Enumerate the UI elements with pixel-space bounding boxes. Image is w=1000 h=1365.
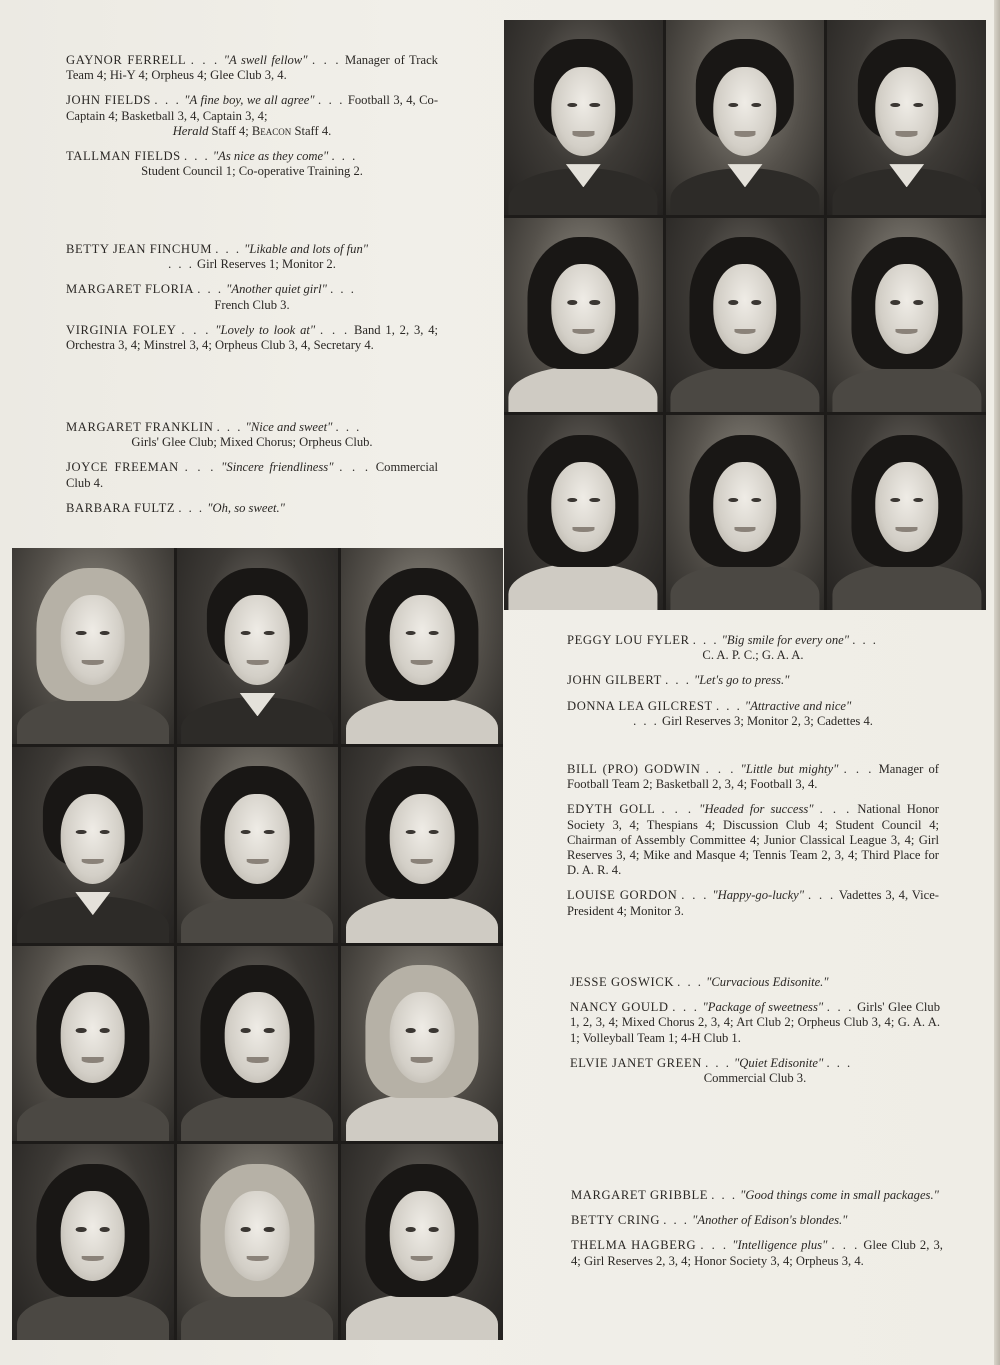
portrait-mouth [247, 859, 269, 864]
portrait-face [713, 264, 776, 354]
portrait-face [552, 67, 615, 157]
portrait-photo [827, 415, 986, 610]
entry-peggy-lou-fyler: PEGGY LOU FYLER . . . "Big smile for every one" . . . C. A. P. C.; G. A. A. [567, 633, 878, 663]
portrait-mouth [247, 1057, 269, 1062]
portrait-eye [567, 103, 577, 107]
portrait-eye [241, 631, 251, 636]
portrait-eye [567, 300, 577, 304]
entry-jesse-goswick: JESSE GOSWICK . . . "Curvacious Edisonite." [570, 975, 829, 989]
portrait-eye [429, 631, 439, 636]
portrait-clothing [832, 366, 981, 413]
portrait-clothing [346, 1293, 498, 1340]
portrait-eye [429, 830, 439, 835]
portrait-clothing [17, 1094, 169, 1141]
entries-right-4 [571, 1188, 943, 1279]
portrait-clothing [346, 697, 498, 744]
portrait-eye [913, 300, 923, 304]
portrait-eye [76, 631, 86, 636]
portrait-mouth [573, 131, 595, 136]
portrait-eye [890, 300, 900, 304]
entry-barbara-fultz: BARBARA FULTZ . . . "Oh, so sweet." [66, 500, 285, 515]
portrait-eye [99, 830, 109, 835]
portrait-photo [504, 415, 663, 610]
portrait-photo [177, 548, 339, 744]
portrait-clothing [182, 1293, 334, 1340]
portrait-face [225, 992, 290, 1082]
portrait-mouth [82, 1256, 104, 1261]
portrait-photo [341, 548, 503, 744]
entry-gaynor-ferrell: GAYNOR FERRELL . . . "A swell fellow" . . . Manager of Track Team 4; Hi-Y 4; Orpheus 4; Glee Club 3, 4. [66, 53, 438, 83]
entries-top-left [66, 53, 438, 189]
portrait-grid-bottom-left [12, 548, 503, 1340]
portrait-mouth [82, 1057, 104, 1062]
portrait-photo [12, 946, 174, 1142]
portrait-clothing [182, 1094, 334, 1141]
portrait-eye [890, 498, 900, 502]
portrait-face [390, 992, 455, 1082]
entry-john-fields-line3: Herald Staff 4; Beacon Staff 4. [172, 123, 332, 138]
entry-virginia-foley: VIRGINIA FOLEY . . . "Lovely to look at" . . . Band 1, 2, 3, 4; Orchestra 3, 4; Minstrel 3, 4; Orpheus Club 3, 4, Secretary 4. [66, 322, 439, 353]
entry-john-fields: JOHN FIELDS . . . "A fine boy, we all agree" . . . Football 3, 4, Co-Captain 4; Basketball 3, 4, Captain 3, 4; Herald Staff 4; Beacon Staff 4. [66, 93, 439, 138]
portrait-eye [99, 631, 109, 636]
portrait-mouth [734, 329, 756, 334]
portrait-eye [241, 1028, 251, 1033]
entry-betty-cring: BETTY CRING . . . "Another of Edison's blondes." [571, 1213, 848, 1228]
portrait-eye [751, 300, 761, 304]
portrait-eye [890, 103, 900, 107]
portrait-eye [241, 1227, 251, 1232]
portrait-face [225, 794, 290, 884]
portrait-eye [76, 1227, 86, 1232]
portrait-face [61, 1191, 126, 1281]
portrait-face [390, 794, 455, 884]
entry-betty-jean-finchum: BETTY JEAN FINCHUM . . . "Likable and lots of fun" . . . Girl Reserves 1; Monitor 2. [66, 242, 369, 272]
portrait-face [875, 462, 938, 552]
portrait-photo [504, 218, 663, 413]
portrait-face [552, 462, 615, 552]
portrait-eye [76, 1028, 86, 1033]
entries-right-1 [567, 633, 939, 739]
portrait-mouth [411, 1256, 433, 1261]
portrait-face [225, 595, 290, 685]
portrait-eye [241, 830, 251, 835]
portrait-face [61, 595, 126, 685]
portrait-clothing [346, 1094, 498, 1141]
portrait-mouth [411, 1057, 433, 1062]
portrait-face [875, 264, 938, 354]
portrait-face [552, 264, 615, 354]
portrait-photo [341, 946, 503, 1142]
portrait-eye [913, 498, 923, 502]
portrait-mouth [247, 1256, 269, 1261]
portrait-clothing [832, 563, 981, 610]
portrait-clothing [509, 563, 658, 610]
portrait-photo [12, 747, 174, 943]
portrait-mouth [411, 859, 433, 864]
entry-thelma-hagberg: THELMA HAGBERG . . . "Intelligence plus" . . . Glee Club 2, 3, 4; Girl Reserves 2, 3, 4; Honor Society 3, 4; Orpheus 3, 4. [571, 1238, 943, 1268]
portrait-eye [751, 498, 761, 502]
entry-john-gilbert: JOHN GILBERT . . . "Let's go to press." [567, 673, 790, 688]
portrait-eye [567, 498, 577, 502]
portrait-photo [666, 20, 825, 215]
entry-donna-lea-gilcrest: DONNA LEA GILCREST . . . "Attractive and nice" . . . Girl Reserves 3; Monitor 2, 3; Cadettes 4. [567, 698, 873, 728]
entry-margaret-gribble: MARGARET GRIBBLE . . . "Good things come in small packages." [571, 1188, 939, 1202]
portrait-eye [99, 1227, 109, 1232]
entry-elvie-janet-green: ELVIE JANET GREEN . . . "Quiet Edisonite" . . . Commercial Club 3. [570, 1055, 853, 1086]
portrait-eye [264, 830, 274, 835]
portrait-eye [264, 1028, 274, 1033]
portrait-mouth [82, 859, 104, 864]
entries-lower-left [66, 420, 438, 526]
portrait-clothing [670, 366, 819, 413]
portrait-face [875, 67, 938, 157]
entry-nancy-gould: NANCY GOULD . . . "Package of sweetness" . . . Girls' Glee Club 1, 2, 3, 4; Mixed Chorus 2, 3, 4; Art Club 2; Orpheus Club 3, 4; G. A. A. 1; Volleyball Team 1; 4-H Club 1. [570, 1000, 941, 1045]
portrait-face [390, 595, 455, 685]
portrait-mouth [734, 131, 756, 136]
portrait-eye [429, 1028, 439, 1033]
portrait-photo [177, 946, 339, 1142]
portrait-photo [666, 415, 825, 610]
portrait-photo [341, 1144, 503, 1340]
portrait-photo [827, 20, 986, 215]
portrait-face [713, 462, 776, 552]
portrait-eye [728, 103, 738, 107]
entry-joyce-freeman: JOYCE FREEMAN . . . "Sincere friendliness" . . . Commercial Club 4. [66, 460, 438, 490]
portrait-grid-top-right [504, 20, 986, 610]
portrait-eye [99, 1028, 109, 1033]
portrait-photo [827, 218, 986, 413]
portrait-face [225, 1191, 290, 1281]
portrait-face [390, 1191, 455, 1281]
portrait-photo [341, 747, 503, 943]
portrait-eye [751, 103, 761, 107]
portrait-mouth [573, 329, 595, 334]
entries-right-2 [567, 762, 939, 929]
page-edge [994, 0, 1000, 1365]
portrait-mouth [896, 527, 918, 532]
portrait-face [713, 67, 776, 157]
portrait-eye [405, 1227, 415, 1232]
portrait-eye [728, 498, 738, 502]
portrait-photo [12, 548, 174, 744]
portrait-clothing [17, 1293, 169, 1340]
portrait-clothing [182, 896, 334, 943]
portrait-photo [504, 20, 663, 215]
portrait-face [61, 794, 126, 884]
portrait-clothing [346, 896, 498, 943]
portrait-eye [405, 631, 415, 636]
portrait-clothing [670, 563, 819, 610]
portrait-mouth [82, 660, 104, 665]
portrait-eye [913, 103, 923, 107]
portrait-mouth [573, 527, 595, 532]
portrait-eye [590, 300, 600, 304]
portrait-eye [590, 498, 600, 502]
portrait-mouth [896, 131, 918, 136]
portrait-eye [405, 1028, 415, 1033]
portrait-eye [429, 1227, 439, 1232]
portrait-photo [12, 1144, 174, 1340]
entries-middle-left [66, 242, 438, 363]
portrait-photo [177, 1144, 339, 1340]
portrait-eye [590, 103, 600, 107]
portrait-mouth [247, 660, 269, 665]
portrait-mouth [411, 660, 433, 665]
portrait-photo [666, 218, 825, 413]
entry-tallman-fields: TALLMAN FIELDS . . . "As nice as they come" . . . Student Council 1; Co-operative Training 2. [66, 149, 363, 179]
portrait-eye [728, 300, 738, 304]
entry-margaret-franklin: MARGARET FRANKLIN . . . "Nice and sweet" . . . Girls' Glee Club; Mixed Chorus; Orpheus Club. [66, 420, 373, 450]
entry-edyth-goll: EDYTH GOLL . . . "Headed for success" . . . National Honor Society 3, 4; Thespians 4; Discussion Club 4; Student Council 4; Chairman of Assembly Committee 4; Junior Classical League 3, 4; Girl Reserves 3, 4; Mike and Masque 4; Tennis Team 2, 3, 4; Third Place for D. A. R. 4. [567, 802, 939, 878]
entries-right-3 [570, 975, 940, 1096]
entry-bill-godwin: BILL (PRO) GODWIN . . . "Little but mighty" . . . Manager of Football Team 2; Basketball 2, 3, 4; Football 3, 4. [567, 762, 939, 792]
portrait-photo [177, 747, 339, 943]
entry-louise-gordon: LOUISE GORDON . . . "Happy-go-lucky" . . . Vadettes 3, 4, Vice-President 4; Monitor 3. [567, 888, 939, 918]
entry-margaret-floria: MARGARET FLORIA . . . "Another quiet girl" . . . French Club 3. [66, 282, 356, 312]
portrait-eye [264, 631, 274, 636]
portrait-clothing [17, 697, 169, 744]
portrait-eye [405, 830, 415, 835]
portrait-mouth [734, 527, 756, 532]
portrait-eye [264, 1227, 274, 1232]
portrait-mouth [896, 329, 918, 334]
portrait-eye [76, 830, 86, 835]
portrait-face [61, 992, 126, 1082]
portrait-clothing [509, 366, 658, 413]
